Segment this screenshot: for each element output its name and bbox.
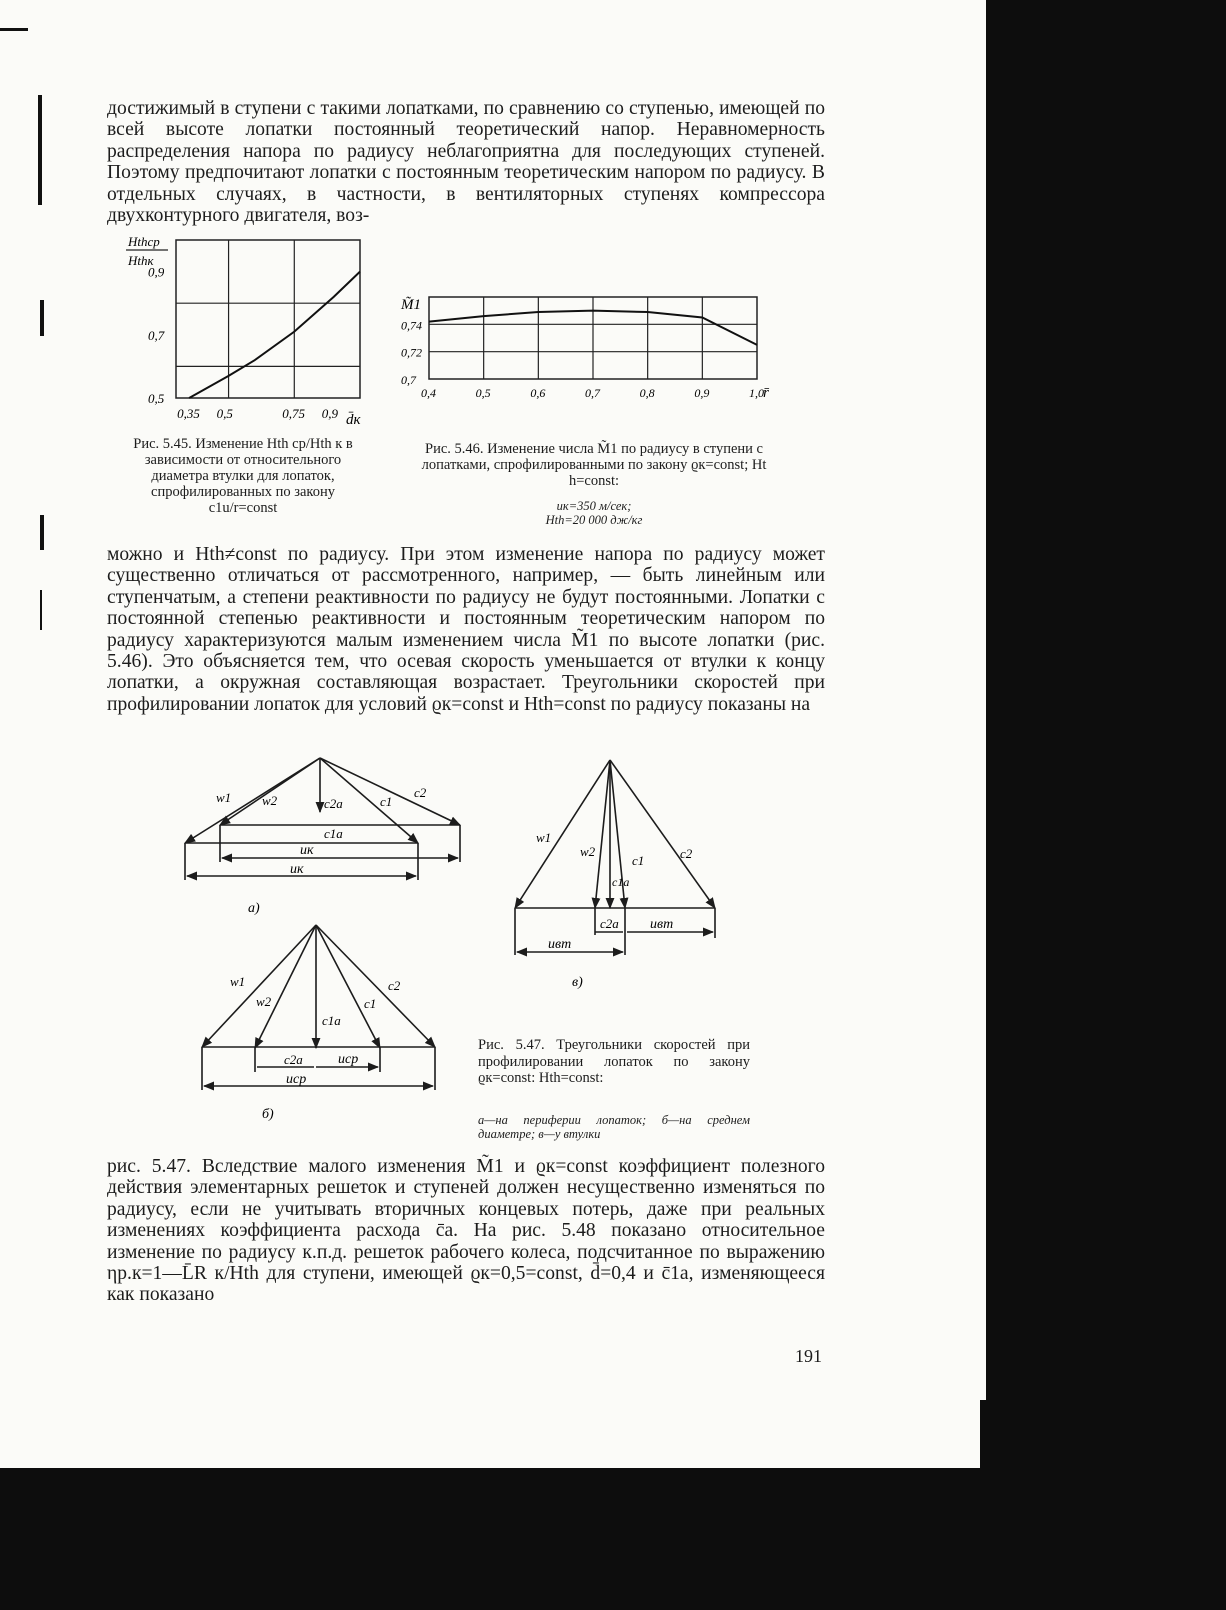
- fig546-xtick: 0,4: [421, 386, 436, 400]
- fig545-frame: [176, 240, 360, 398]
- paragraph-top: достижимый в ступени с такими лопатками, по сравнению со ступенью, имеющей по всей высоте лопатки постоянный теоретический напор. Неравномерность распределения напора по радиусу неблагоприятна для последующих ступеней. Поэтому предпочитают лопатки с постоянным теоретическим напором по радиусу. В отдельных случаях, в частности, в вентиляторных ступенях компрессора двухконтурного двигателя, воз-: [107, 98, 825, 227]
- fig546-xtick: 0,7: [585, 386, 600, 400]
- fig545-ylabel-num: Hthср: [128, 234, 160, 249]
- fig546-caption: Рис. 5.46. Изменение числа M̃1 по радиусу в ступени с лопатками, спрофилированными по закону ϱк=const; Ht h=const:: [421, 441, 767, 489]
- fig547-caption: Рис. 5.47. Треугольники скоростей при профилировании лопаток по закону ϱк=const: Hth=const:: [478, 1037, 750, 1086]
- fig546-xtick: 1,0: [749, 386, 764, 400]
- fig545-caption: Рис. 5.45. Изменение Hth ср/Hth к в зависимости от относительного диаметра втулки для лопаток, спрофилированных по закону c1u/r=const: [133, 436, 353, 516]
- tri-b-ucp1: uср: [338, 1052, 359, 1067]
- tri-a-c1: c1: [380, 794, 393, 809]
- tri-v-uvt1: uвт: [650, 917, 674, 932]
- triangle-a: [185, 758, 460, 880]
- tri-v-w2: w2: [580, 844, 596, 859]
- tri-b-w2: w2: [256, 994, 272, 1009]
- tri-v-c1: c1: [632, 853, 645, 868]
- margin-mark: [40, 590, 42, 630]
- paragraph-bottom: рис. 5.47. Вследствие малого изменения M̃1 и ϱк=const коэффициент полезного действия элементарных решеток и ступеней должен несущественно изменяться по радиусу, если не учитывать вторичных концевых потерь, даже при реальных изменениях коэффициента расхода c̄a. На рис. 5.48 показано относительное изменение по радиусу к.п.д. решеток рабочего колеса, подсчитанное по выражению ηр.к=1—L̄R к/Hth для ступени, имеющей ϱк=0,5=const, d̄=0,4 и c̄1a, изменяющееся как показано: [107, 1156, 825, 1306]
- tri-b-ucp2: uср: [286, 1072, 307, 1087]
- tri-b-c2a: c2a: [284, 1052, 303, 1067]
- fig546-xlabel: r̄: [763, 385, 769, 401]
- tri-a-w2: w2: [262, 793, 278, 808]
- tri-b-c1: c1: [364, 996, 377, 1011]
- fig545-ylabel-den: Hthк: [128, 253, 154, 268]
- fig547-legend: а—на периферии лопаток; б—на среднем диаметре; в—у втулки: [478, 1113, 750, 1141]
- tri-b-c2: c2: [388, 978, 401, 993]
- tri-v-uvt2: uвт: [548, 937, 572, 952]
- tri-a-c2: c2: [414, 785, 427, 800]
- margin-mark: [40, 515, 44, 550]
- fig546-xtick: 0,6: [530, 386, 546, 400]
- tri-a-c1a: c1a: [324, 826, 343, 841]
- fig546-xtick: 0,8: [639, 386, 655, 400]
- margin-mark: [0, 28, 28, 31]
- tri-v-c2a: c2a: [600, 916, 619, 931]
- tri-a-w1: w1: [216, 790, 232, 805]
- tri-v-w1: w1: [536, 830, 552, 845]
- paragraph-middle: можно и Hth≠const по радиусу. При этом изменение напора по радиусу может существенно отличаться от рассмотренного, например, — быть линейным или ступенчатым, а степени реактивности по радиусу не будут постоянными. Лопатки с постоянной степенью реактивности и постоянным теоретическим напором по радиусу характеризуются малым изменением числа M̃1 по высоте лопатки (рис. 5.46). Это объясняется тем, что осевая скорость уменьшается от втулки к концу лопатки, а окружная составляющая возрастает. Треугольники скоростей при профилировании лопаток для условий ϱк=const и Hth=const по радиусу показаны на: [107, 544, 825, 715]
- figure-5-47: [170, 750, 770, 1150]
- fig545-xtick: 0,9: [321, 406, 338, 421]
- figure-5-45: [110, 232, 390, 427]
- fig545-ytick: 0,7: [148, 327, 165, 343]
- tri-b-label: б): [262, 1107, 274, 1122]
- tri-a-label: а): [248, 901, 260, 916]
- scan-border-right: [980, 0, 1226, 1610]
- margin-mark: [40, 300, 44, 336]
- fig546-note2: Hth=20 000 дж/кг: [545, 513, 643, 527]
- fig545-xtick: 0,35: [177, 406, 200, 421]
- tri-b-c1a: c1a: [322, 1013, 341, 1028]
- page-number: 191: [795, 1346, 822, 1366]
- fig545-plot: [148, 240, 360, 421]
- tri-v-label: в): [572, 975, 583, 990]
- fig546-xtick: 0,5: [475, 386, 491, 400]
- tri-v-c1a: c1a: [612, 875, 630, 889]
- fig545-xlabel: d̄к: [346, 412, 361, 427]
- tri-a-uk2: uк: [290, 862, 304, 877]
- tri-a-c2a: c2a: [324, 796, 343, 811]
- fig545-xtick: 0,5: [216, 406, 233, 421]
- fig546-note1: uк=350 м/сек;: [556, 499, 632, 513]
- fig546-ytick: 0,74: [401, 318, 422, 333]
- tri-v-c2: c2: [680, 846, 693, 861]
- fig546-ylabel: M̃1: [401, 297, 421, 313]
- fig546-ytick: 0,7: [401, 373, 416, 387]
- margin-mark: [38, 95, 42, 205]
- scan-edge: [980, 0, 986, 1400]
- figure-5-46: [395, 285, 795, 425]
- tri-a-uk1: uк: [300, 843, 314, 858]
- fig545-xtick: 0,75: [282, 406, 306, 421]
- triangle-b: [202, 925, 435, 1090]
- fig546-plot: [401, 297, 764, 400]
- fig545-ytick: 0,9: [148, 264, 165, 280]
- fig545-curve: [189, 272, 360, 398]
- fig545-ytick: 0,5: [148, 391, 165, 406]
- scan-border-bottom: [0, 1468, 1226, 1610]
- fig546-xtick: 0,9: [694, 386, 710, 400]
- tri-b-w1: w1: [230, 974, 246, 989]
- fig546-ytick: 0,72: [401, 345, 422, 360]
